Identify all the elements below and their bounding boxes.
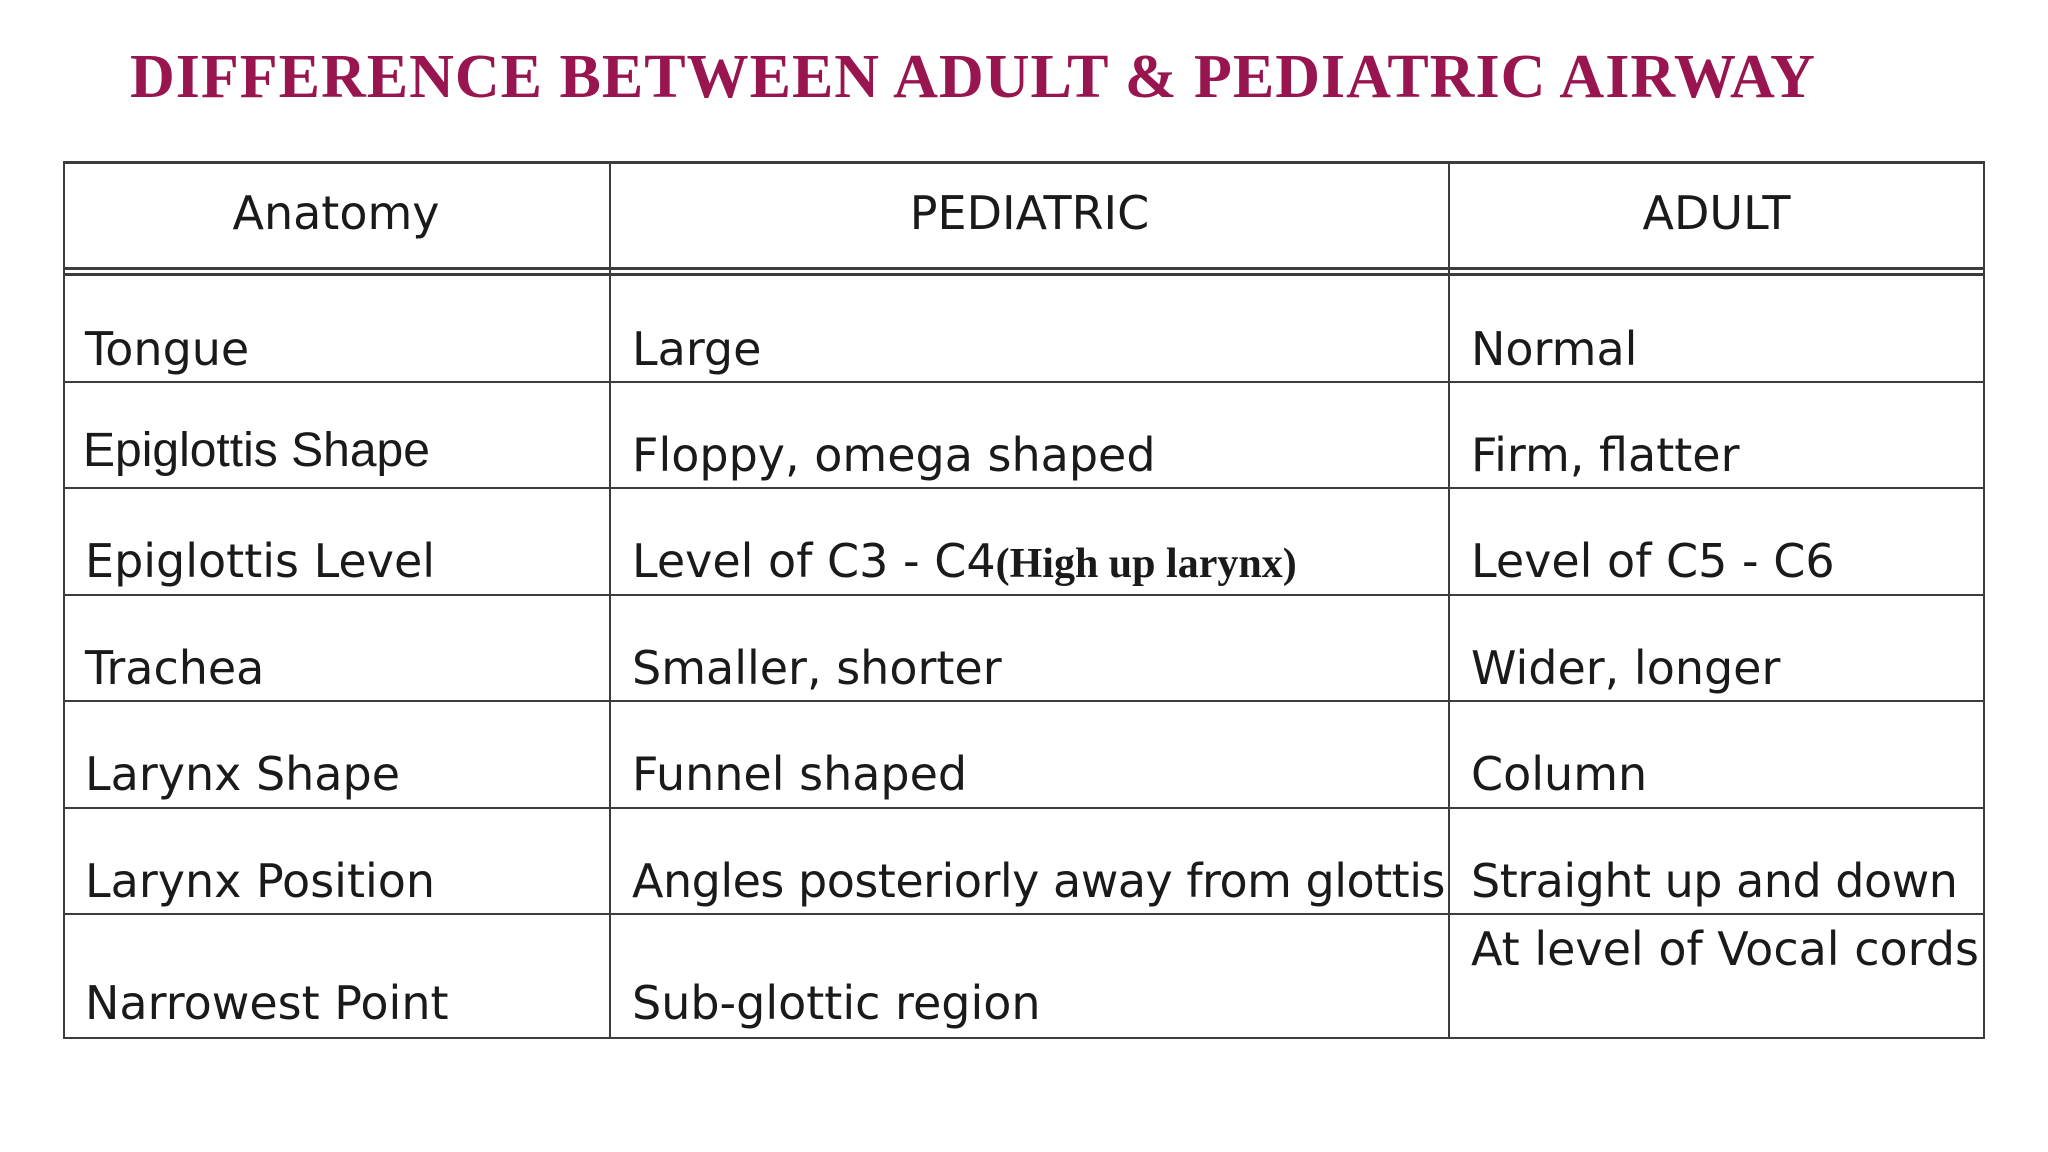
header-adult: ADULT <box>1642 186 1791 240</box>
table-right-border <box>1983 161 1985 1039</box>
cell-adult: Firm, flatter <box>1471 428 1740 482</box>
airway-comparison-table <box>63 161 1985 1039</box>
cell-pediatric: Funnel shaped <box>632 747 968 801</box>
table-top-border <box>63 161 1985 164</box>
cell-pediatric <box>632 535 1297 590</box>
header-anatomy: Anatomy <box>232 186 440 240</box>
cell-anatomy: Epiglottis Shape <box>83 424 430 477</box>
cell-anatomy: Narrowest Point <box>85 976 449 1030</box>
cell-pediatric: Angles posteriorly away from glottis <box>632 854 1445 908</box>
cell-pediatric: Large <box>632 322 762 376</box>
cell-adult: At level of Vocal cords <box>1471 922 1979 976</box>
header-divider-upper <box>63 267 1985 270</box>
row-divider <box>63 487 1985 489</box>
row-divider <box>63 913 1985 915</box>
cell-anatomy: Trachea <box>85 641 265 695</box>
table-left-border <box>63 161 65 1039</box>
cell-anatomy: Epiglottis Level <box>85 534 436 588</box>
cell-pediatric-note: (High up larynx) <box>995 541 1297 587</box>
cell-adult: Wider, longer <box>1471 641 1781 695</box>
row-divider <box>63 594 1985 596</box>
table-bottom-border <box>63 1037 1985 1039</box>
cell-pediatric: Sub-glottic region <box>632 976 1041 1030</box>
cell-adult: Column <box>1471 747 1648 801</box>
header-pediatric: PEDIATRIC <box>909 186 1150 240</box>
column-divider <box>1448 161 1450 1039</box>
column-divider <box>609 161 611 1039</box>
cell-adult: Level of C5 - C6 <box>1471 534 1835 588</box>
cell-anatomy: Larynx Position <box>85 854 436 908</box>
cell-pediatric-value: Level of C3 - C4 <box>632 534 996 588</box>
row-divider <box>63 807 1985 809</box>
cell-adult: Normal <box>1471 322 1638 376</box>
cell-pediatric: Smaller, shorter <box>632 641 1002 695</box>
cell-adult: Straight up and down <box>1471 854 1958 908</box>
slide-title: DIFFERENCE BETWEEN ADULT & PEDIATRIC AIRWAY <box>130 43 1816 111</box>
cell-anatomy: Tongue <box>85 322 250 376</box>
header-divider-lower <box>63 273 1985 276</box>
cell-anatomy: Larynx Shape <box>85 747 400 801</box>
cell-pediatric: Floppy, omega shaped <box>632 428 1156 482</box>
row-divider <box>63 700 1985 702</box>
row-divider <box>63 381 1985 383</box>
